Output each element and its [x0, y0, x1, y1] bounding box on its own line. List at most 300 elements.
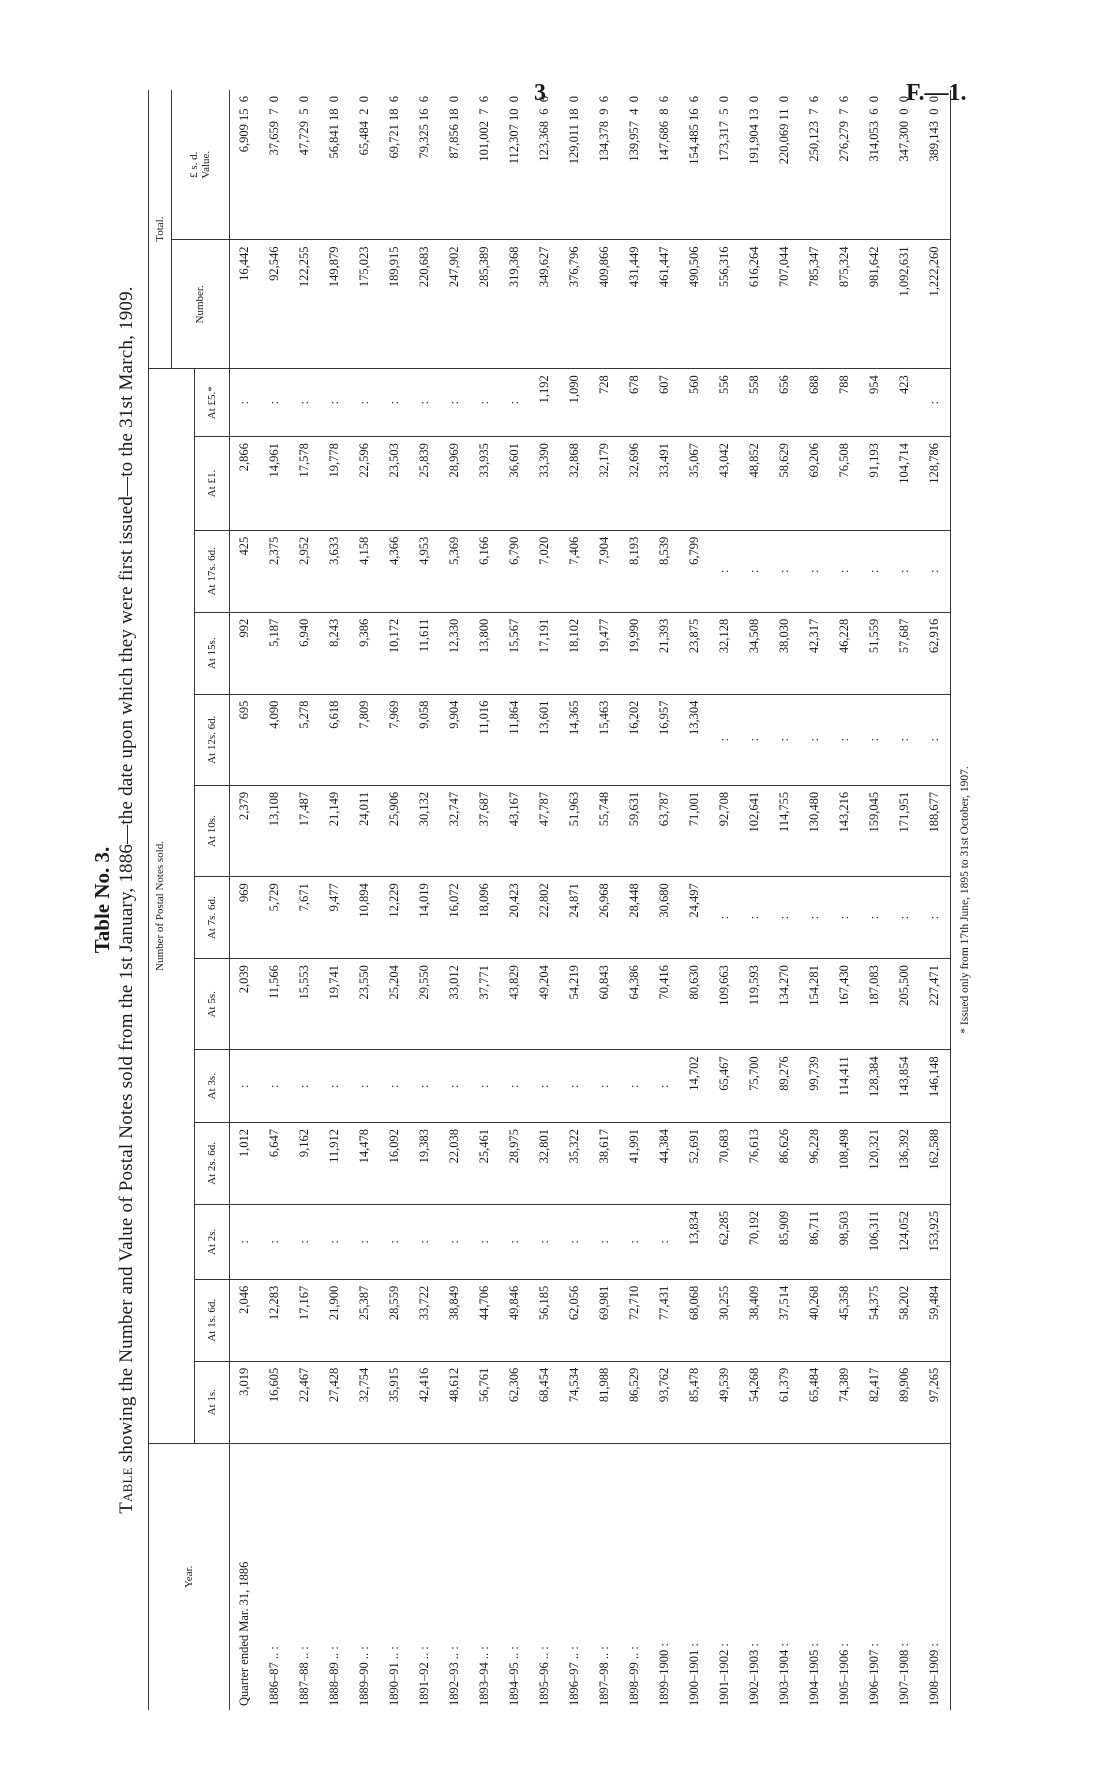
count-cell: 21,149	[320, 785, 350, 876]
count-cell: 16,092	[380, 1122, 410, 1204]
count-cell: 12,229	[380, 877, 410, 959]
count-cell: :	[290, 1050, 320, 1123]
count-cell: 425	[229, 530, 260, 612]
count-cell: 54,268	[740, 1361, 770, 1443]
count-cell: 32,868	[560, 437, 590, 531]
count-cell: 37,687	[470, 785, 500, 876]
total-value-cell: 154,485 16 6	[680, 90, 710, 240]
year-cell: Quarter ended Mar. 31, 1886	[237, 1561, 251, 1706]
count-cell: 19,990	[620, 612, 650, 694]
count-cell: 159,045	[860, 785, 890, 876]
count-cell: :	[740, 694, 770, 785]
count-cell: 678	[620, 369, 650, 437]
total-number-cell: 220,683	[410, 240, 440, 369]
count-cell: 227,471	[920, 959, 951, 1050]
table-row	[590, 90, 620, 1710]
count-cell: 65,467	[710, 1050, 740, 1123]
count-cell: 4,158	[350, 530, 380, 612]
count-cell: :	[830, 694, 860, 785]
count-cell: 62,916	[920, 612, 951, 694]
count-cell: 46,228	[830, 612, 860, 694]
count-cell: 49,204	[530, 959, 560, 1050]
count-cell: 9,477	[320, 877, 350, 959]
count-cell: :	[500, 369, 530, 437]
count-cell: 62,056	[560, 1279, 590, 1361]
count-cell: 34,508	[740, 612, 770, 694]
table-row	[800, 90, 830, 1710]
count-cell: 9,162	[290, 1122, 320, 1204]
count-cell: 75,700	[740, 1050, 770, 1123]
count-cell: 143,854	[890, 1050, 920, 1123]
count-cell: 6,940	[290, 612, 320, 694]
count-cell: 32,696	[620, 437, 650, 531]
total-number-cell: 92,546	[260, 240, 290, 369]
count-cell: 51,963	[560, 785, 590, 876]
table-row	[710, 90, 740, 1710]
count-cell: 128,384	[860, 1050, 890, 1123]
count-cell: 4,090	[260, 694, 290, 785]
count-cell: 55,748	[590, 785, 620, 876]
count-cell: 32,801	[530, 1122, 560, 1204]
subtitle-lead: Table	[116, 1467, 137, 1514]
year-cell: 1902–1903 :	[747, 1643, 761, 1706]
year-cell: 1889–90 .. :	[357, 1646, 371, 1706]
count-cell: 63,787	[650, 785, 680, 876]
year-cell: 1890–91 .. :	[387, 1646, 401, 1706]
total-number-cell: 461,447	[650, 240, 680, 369]
table-row	[830, 90, 860, 1710]
year-cell: 1906–1907 :	[867, 1643, 881, 1706]
count-cell: 154,281	[800, 959, 830, 1050]
denom-header: At 2s.	[194, 1204, 229, 1279]
count-cell: 54,219	[560, 959, 590, 1050]
count-cell: 35,322	[560, 1122, 590, 1204]
count-cell: :	[320, 1204, 350, 1279]
count-cell: 954	[860, 369, 890, 437]
year-cell: 1888–89 .. :	[327, 1646, 341, 1706]
total-value-cell: 276,279 7 6	[830, 90, 860, 240]
count-cell: 128,786	[920, 437, 951, 531]
count-cell: 15,553	[290, 959, 320, 1050]
total-number-cell: 349,627	[530, 240, 560, 369]
count-cell: 26,968	[590, 877, 620, 959]
table-row	[890, 90, 920, 1710]
count-cell: :	[260, 1204, 290, 1279]
count-cell: 5,278	[290, 694, 320, 785]
count-cell: 6,618	[320, 694, 350, 785]
count-cell: 7,904	[590, 530, 620, 612]
total-value-cell: 134,378 9 6	[590, 90, 620, 240]
count-cell: 2,046	[229, 1279, 260, 1361]
subtitle-text: showing the Number and Value of Postal Notes sold from the 1st January, 1886—the date upon which they were first issued—to the 31st March, 1909.	[116, 286, 137, 1463]
count-cell: 49,846	[500, 1279, 530, 1361]
count-cell: 8,539	[650, 530, 680, 612]
count-cell: 2,866	[229, 437, 260, 531]
count-cell: 60,843	[590, 959, 620, 1050]
count-cell: :	[920, 877, 951, 959]
denom-header: At 12s. 6d.	[194, 694, 229, 785]
total-value-cell: 347,300 0 0	[890, 90, 920, 240]
count-cell: 22,038	[440, 1122, 470, 1204]
count-cell: 17,487	[290, 785, 320, 876]
count-cell: 11,912	[320, 1122, 350, 1204]
count-cell: 27,428	[320, 1361, 350, 1443]
count-cell: :	[410, 369, 440, 437]
count-cell: :	[229, 369, 260, 437]
count-cell: 44,384	[650, 1122, 680, 1204]
count-cell: :	[350, 1204, 380, 1279]
table-row	[620, 90, 650, 1710]
count-cell: 119,593	[740, 959, 770, 1050]
count-cell: :	[530, 1050, 560, 1123]
value-units: £ s. d.	[188, 151, 201, 178]
count-cell: 33,390	[530, 437, 560, 531]
total-value-cell: 65,484 2 0	[350, 90, 380, 240]
total-number-cell: 556,316	[710, 240, 740, 369]
total-number-cell: 875,324	[830, 240, 860, 369]
count-cell: :	[470, 1050, 500, 1123]
count-cell: 28,559	[380, 1279, 410, 1361]
count-cell: 12,330	[440, 612, 470, 694]
total-value-cell: 37,659 7 0	[260, 90, 290, 240]
count-cell: 8,243	[320, 612, 350, 694]
count-cell: 91,193	[860, 437, 890, 531]
count-cell: 22,802	[530, 877, 560, 959]
count-cell: :	[320, 1050, 350, 1123]
count-cell: 167,430	[830, 959, 860, 1050]
count-cell: 45,358	[830, 1279, 860, 1361]
total-number-cell: 376,796	[560, 240, 590, 369]
count-cell: 38,030	[770, 612, 800, 694]
count-cell: 38,409	[740, 1279, 770, 1361]
count-cell: 76,508	[830, 437, 860, 531]
table-row	[530, 90, 560, 1710]
total-value-cell: 147,686 8 6	[650, 90, 680, 240]
count-cell: 6,799	[680, 530, 710, 612]
count-cell: :	[380, 369, 410, 437]
count-cell: :	[560, 1050, 590, 1123]
count-cell: 3,633	[320, 530, 350, 612]
count-cell: 92,708	[710, 785, 740, 876]
count-cell: 187,083	[860, 959, 890, 1050]
count-cell: 64,386	[620, 959, 650, 1050]
count-cell: 7,406	[560, 530, 590, 612]
table-row	[860, 90, 890, 1710]
year-cell: 1901–1902 :	[717, 1643, 731, 1706]
count-cell: 25,204	[380, 959, 410, 1050]
count-cell: :	[590, 1204, 620, 1279]
count-cell: :	[229, 1050, 260, 1123]
count-cell: 28,448	[620, 877, 650, 959]
count-cell: 19,477	[590, 612, 620, 694]
count-cell: 8,193	[620, 530, 650, 612]
count-cell: :	[800, 530, 830, 612]
count-cell: 77,431	[650, 1279, 680, 1361]
count-cell: 33,012	[440, 959, 470, 1050]
count-cell: :	[620, 1204, 650, 1279]
count-cell: 29,550	[410, 959, 440, 1050]
table-row	[410, 90, 440, 1710]
table-row	[350, 90, 380, 1710]
total-value-cell: 101,002 7 6	[470, 90, 500, 240]
count-cell: 23,550	[350, 959, 380, 1050]
count-cell: 35,067	[680, 437, 710, 531]
table-row	[740, 90, 770, 1710]
count-cell: :	[710, 530, 740, 612]
count-cell: :	[890, 530, 920, 612]
count-cell: :	[920, 530, 951, 612]
count-cell: 12,283	[260, 1279, 290, 1361]
count-cell: 5,187	[260, 612, 290, 694]
count-cell: 13,800	[470, 612, 500, 694]
count-cell: :	[920, 694, 951, 785]
count-cell: 607	[650, 369, 680, 437]
total-number-cell: 189,915	[380, 240, 410, 369]
count-cell: 70,416	[650, 959, 680, 1050]
count-cell: 86,711	[800, 1204, 830, 1279]
denom-header: At 3s.	[194, 1050, 229, 1123]
year-cell: 1899–1900 :	[657, 1643, 671, 1706]
page-number: 3	[534, 80, 546, 106]
count-cell: :	[890, 877, 920, 959]
file-reference: F.—1.	[906, 80, 967, 106]
total-value-cell: 250,123 7 6	[800, 90, 830, 240]
count-cell: 153,925	[920, 1204, 951, 1279]
count-cell: :	[860, 877, 890, 959]
count-cell: 9,058	[410, 694, 440, 785]
count-cell: :	[440, 1204, 470, 1279]
count-cell: 21,393	[650, 612, 680, 694]
count-cell: 48,612	[440, 1361, 470, 1443]
count-cell: 134,270	[770, 959, 800, 1050]
count-cell: 32,747	[440, 785, 470, 876]
total-number-cell: 1,222,260	[920, 240, 951, 369]
count-cell: 33,935	[470, 437, 500, 531]
count-cell: :	[560, 1204, 590, 1279]
count-cell: :	[260, 369, 290, 437]
count-cell: 102,641	[740, 785, 770, 876]
count-cell: :	[290, 1204, 320, 1279]
count-cell: 86,626	[770, 1122, 800, 1204]
total-number-cell: 247,902	[440, 240, 470, 369]
count-cell: 33,722	[410, 1279, 440, 1361]
count-cell: 558	[740, 369, 770, 437]
count-cell: :	[710, 877, 740, 959]
count-cell: 36,601	[500, 437, 530, 531]
count-cell: 22,467	[290, 1361, 320, 1443]
count-cell: 52,691	[680, 1122, 710, 1204]
count-cell: 6,166	[470, 530, 500, 612]
year-cell: 1896–97 .. :	[567, 1646, 581, 1706]
count-cell: 106,311	[860, 1204, 890, 1279]
count-cell: 61,379	[770, 1361, 800, 1443]
count-cell: 11,016	[470, 694, 500, 785]
count-cell: 5,369	[440, 530, 470, 612]
count-cell: 23,875	[680, 612, 710, 694]
table-row	[560, 90, 590, 1710]
count-cell: :	[470, 369, 500, 437]
count-cell: 656	[770, 369, 800, 437]
year-cell: 1905–1906 :	[837, 1643, 851, 1706]
count-cell: 74,389	[830, 1361, 860, 1443]
count-cell: 19,383	[410, 1122, 440, 1204]
denom-header: At 1s. 6d.	[194, 1279, 229, 1361]
count-cell: 89,276	[770, 1050, 800, 1123]
table-body	[229, 90, 950, 1710]
total-value-cell: 220,069 11 0	[770, 90, 800, 240]
year-cell: 1897–98 .. :	[597, 1646, 611, 1706]
count-cell: 25,839	[410, 437, 440, 531]
count-cell: :	[830, 530, 860, 612]
count-cell: 57,687	[890, 612, 920, 694]
count-cell: 688	[800, 369, 830, 437]
year-cell: 1898–99 .. :	[627, 1646, 641, 1706]
year-cell: 1904–1905 :	[807, 1643, 821, 1706]
count-cell: 47,787	[530, 785, 560, 876]
count-cell: :	[500, 1204, 530, 1279]
count-cell: 25,906	[380, 785, 410, 876]
total-number-cell: 175,023	[350, 240, 380, 369]
total-value-header	[172, 90, 230, 240]
count-cell: 85,909	[770, 1204, 800, 1279]
count-cell: 15,567	[500, 612, 530, 694]
year-cell: 1887–88 .. :	[297, 1646, 311, 1706]
count-cell: :	[860, 530, 890, 612]
count-cell: 17,167	[290, 1279, 320, 1361]
total-number-cell: 285,389	[470, 240, 500, 369]
count-cell: 2,952	[290, 530, 320, 612]
count-cell: 14,365	[560, 694, 590, 785]
count-cell: 728	[590, 369, 620, 437]
count-cell: 32,179	[590, 437, 620, 531]
count-cell: :	[290, 369, 320, 437]
table-row	[680, 90, 710, 1710]
count-cell: :	[440, 1050, 470, 1123]
count-cell: 65,484	[800, 1361, 830, 1443]
table-row	[920, 90, 951, 1710]
count-cell: 69,981	[590, 1279, 620, 1361]
count-cell: 22,596	[350, 437, 380, 531]
count-cell: 10,894	[350, 877, 380, 959]
count-cell: 24,497	[680, 877, 710, 959]
year-cell: 1895–96 .. :	[537, 1646, 551, 1706]
count-cell: :	[410, 1204, 440, 1279]
count-cell: 15,463	[590, 694, 620, 785]
count-cell: 969	[229, 877, 260, 959]
footnote: * Issued only from 17th June, 1895 to 31st October, 1907.	[958, 766, 971, 1034]
count-cell: :	[830, 877, 860, 959]
count-cell: 97,265	[920, 1361, 951, 1443]
count-cell: 10,172	[380, 612, 410, 694]
total-number-cell: 785,347	[800, 240, 830, 369]
count-cell: 68,068	[680, 1279, 710, 1361]
count-cell: :	[650, 1204, 680, 1279]
count-cell: 51,559	[860, 612, 890, 694]
count-cell: 146,148	[920, 1050, 951, 1123]
total-number-cell: 981,642	[860, 240, 890, 369]
year-cell: 1908–1909 :	[920, 1443, 951, 1710]
year-cell: 1907–1908 :	[897, 1643, 911, 1706]
count-cell: 28,969	[440, 437, 470, 531]
count-cell: 59,631	[620, 785, 650, 876]
denom-header: At 15s.	[194, 612, 229, 694]
total-value-cell: 314,053 6 0	[860, 90, 890, 240]
count-cell: 32,754	[350, 1361, 380, 1443]
count-cell: 423	[890, 369, 920, 437]
count-cell: 14,961	[260, 437, 290, 531]
count-cell: 99,739	[800, 1050, 830, 1123]
count-cell: 42,317	[800, 612, 830, 694]
count-cell: 21,900	[320, 1279, 350, 1361]
count-cell: 2,379	[229, 785, 260, 876]
total-number-header: Number.	[172, 240, 230, 369]
count-cell: 6,647	[260, 1122, 290, 1204]
table-row	[470, 90, 500, 1710]
postal-notes-table	[148, 90, 951, 1710]
count-cell: 16,957	[650, 694, 680, 785]
total-number-cell: 1,092,631	[890, 240, 920, 369]
count-cell: 14,478	[350, 1122, 380, 1204]
count-cell: 7,809	[350, 694, 380, 785]
table-row	[380, 90, 410, 1710]
count-cell: 98,503	[830, 1204, 860, 1279]
count-cell: 35,915	[380, 1361, 410, 1443]
total-value-cell: 56,841 18 0	[320, 90, 350, 240]
count-cell: 114,411	[830, 1050, 860, 1123]
total-value-cell: 79,325 16 6	[410, 90, 440, 240]
count-cell: :	[380, 1204, 410, 1279]
count-cell: 20,423	[500, 877, 530, 959]
count-cell: 136,392	[890, 1122, 920, 1204]
count-cell: :	[890, 694, 920, 785]
year-cell: 1892–93 .. :	[447, 1646, 461, 1706]
count-cell: 556	[710, 369, 740, 437]
number-sold-header: Number of Postal Notes sold.	[149, 369, 172, 1443]
count-cell: 43,167	[500, 785, 530, 876]
denom-header: At 1s.	[194, 1361, 229, 1443]
count-cell: 24,871	[560, 877, 590, 959]
count-cell: 32,128	[710, 612, 740, 694]
count-cell: 13,601	[530, 694, 560, 785]
count-cell: :	[260, 1050, 290, 1123]
count-cell: 5,729	[260, 877, 290, 959]
count-cell: 85,478	[680, 1361, 710, 1443]
count-cell: :	[740, 877, 770, 959]
count-cell: 205,500	[890, 959, 920, 1050]
count-cell: 33,491	[650, 437, 680, 531]
count-cell: :	[440, 369, 470, 437]
count-cell: 4,366	[380, 530, 410, 612]
count-cell: :	[860, 694, 890, 785]
count-cell: 23,503	[380, 437, 410, 531]
denom-header: At 10s.	[194, 785, 229, 876]
table-row	[440, 90, 470, 1710]
count-cell: 130,480	[800, 785, 830, 876]
count-cell: 30,680	[650, 877, 680, 959]
count-cell: 9,386	[350, 612, 380, 694]
total-number-cell: 149,879	[320, 240, 350, 369]
count-cell: 992	[229, 612, 260, 694]
denom-header: At 5s.	[194, 959, 229, 1050]
count-cell: 560	[680, 369, 710, 437]
total-number-cell: 319,368	[500, 240, 530, 369]
count-cell: 7,671	[290, 877, 320, 959]
count-cell: 162,588	[920, 1122, 951, 1204]
table-row	[320, 90, 350, 1710]
year-cell: 1886–87 .. :	[267, 1646, 281, 1706]
count-cell: 93,762	[650, 1361, 680, 1443]
total-number-cell: 616,264	[740, 240, 770, 369]
